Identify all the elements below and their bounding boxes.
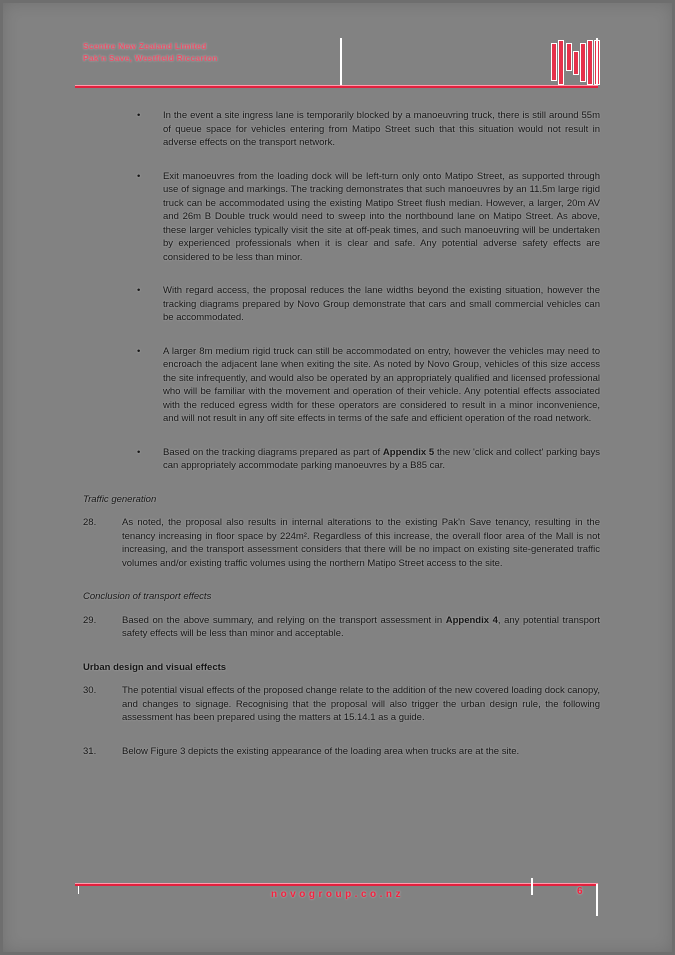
bullet-marker-icon: • — [137, 285, 141, 296]
paragraph-number: 29. — [83, 614, 97, 626]
logo-bar — [581, 44, 585, 81]
bullet-item — [137, 345, 600, 426]
bullet-text — [163, 109, 600, 150]
novo-group-logo-icon — [551, 41, 595, 85]
numbered-paragraph — [83, 745, 600, 759]
text-run: , any potential transport safety effects will be less than minor and acceptable. — [122, 614, 600, 639]
text-run: The potential visual effects of the proposed change relate to the addition of the new covered loading dock canopy, and changes to signage. Recognising that the proposal will also trigger the urban design rule, the following assessment has been prepared using the matters at 15.14.1 as a guide. — [122, 685, 600, 723]
section-blocks — [83, 493, 600, 759]
paragraph-number: 30. — [83, 685, 97, 696]
footer-rule — [75, 883, 598, 886]
bold-run: Appendix 4 — [445, 614, 498, 626]
section-heading: Urban design and visual effects — [83, 661, 227, 673]
text-run: Based on the tracking diagrams prepared as part of — [163, 446, 383, 458]
header-divider-right — [596, 38, 598, 88]
logo-bar — [588, 41, 592, 84]
bullet-item — [137, 446, 600, 473]
paragraph-text — [122, 745, 600, 759]
logo-bar — [567, 44, 571, 70]
logo-bar — [559, 41, 563, 84]
bullet-marker-icon: • — [137, 170, 141, 182]
numbered-paragraph — [83, 516, 600, 570]
header-rule — [75, 85, 598, 88]
bullet-marker-icon: • — [137, 345, 141, 357]
numbered-paragraph — [83, 614, 600, 641]
text-run: Based on the above summary, and relying on the transport assessment in — [122, 614, 446, 626]
bullet-text — [163, 170, 600, 265]
numbered-paragraph — [83, 684, 600, 725]
paragraph-text — [122, 684, 600, 725]
header-project-name: Pak'n Save, Westfield Riccarton — [83, 53, 218, 63]
text-run: the new 'click and collect' parking bays can appropriately accommodate parking manoeuvres by a B85 car. — [163, 446, 601, 471]
text-run: A larger 8m medium rigid truck can still be accommodated on entry, however the vehicles may need to encroach the adjacent lane when exiting the site. As noted by Novo Group, vehicles of this size access the site infrequently, and would also be operated by an appropriately qualified and licensed professional who will be familiar with the movement and operation of their vehicle. Any potential effects associated with the reduced egress width for these operators are considered to result in a minor inconvenience, and will not result in any off site effects in terms of the safe and efficient operation of the road network. — [163, 345, 600, 424]
text-run: As noted, the proposal also results in internal alterations to the existing Pak'n Save tenancy, resulting in the tenancy increasing in floor space by 224m². Regardless of this increase, the overall floor area of the Mall is not increasing, and the transport assessment considers that there will be no impact on existing site-generated traffic volumes and/or existing traffic volumes using the northern Matipo Street access to the site. — [122, 517, 600, 569]
bullet-marker-icon: • — [137, 110, 141, 121]
bullet-marker-icon: • — [137, 446, 141, 458]
header-company-block — [83, 40, 218, 64]
section-heading: Conclusion of transport effects — [83, 591, 212, 602]
paragraph-number: 28. — [83, 517, 97, 528]
text-run: Exit manoeuvres from the loading dock will be left-turn only onto Matipo Street, as supported through use of signage and markings. The tracking demonstrates that such manoeuvres by an 11.5m large rigid truck can be accommodated using the existing Matipo Street flush median. However, a larger, 20m AV and 26m B Double truck would need to sweep into the northbound lane on Matipo Street. As above, these larger vehicles typically visit the site at off-peak times, and such manoeuvring will be undertaken by experienced professionals when it is clear and safe. Any potential adverse safety effects are considered to be less than minor. — [163, 170, 600, 263]
bullet-text — [163, 446, 600, 473]
header-divider-center — [340, 38, 342, 87]
bullet-item — [137, 170, 600, 265]
bold-run: Appendix 5 — [382, 446, 435, 458]
bullet-text — [163, 345, 600, 426]
logo-bar — [552, 44, 556, 80]
text-run: In the event a site ingress lane is temporarily blocked by a manoeuvring truck, there is still around 55m of queue space for vehicles entering from Matipo Street such that this situation would not result in adverse effects on the transport network. — [163, 110, 600, 148]
page-number: 6 — [577, 886, 583, 897]
text-run: With regard access, the proposal reduces the lane widths beyond the existing situation, however the tracking diagrams prepared by Novo Group demonstrate that cars and small commercial vehicles can be accommodated. — [163, 285, 600, 323]
bullet-list — [83, 109, 600, 473]
section-heading: Traffic generation — [83, 493, 157, 505]
footer-website-link[interactable]: novogroup.co.nz — [270, 889, 405, 900]
bullet-text — [163, 284, 600, 325]
text-run: Below Figure 3 depicts the existing appearance of the loading area when trucks are at the site. — [122, 745, 520, 757]
header-company-name: Scentre New Zealand Limited — [83, 41, 207, 51]
paragraph-text — [122, 614, 600, 641]
paragraph-text — [122, 516, 600, 570]
logo-bar — [574, 52, 578, 74]
paragraph-number: 31. — [83, 745, 97, 757]
document-body — [83, 109, 600, 778]
bullet-item — [137, 109, 600, 150]
bullet-item — [137, 284, 600, 325]
